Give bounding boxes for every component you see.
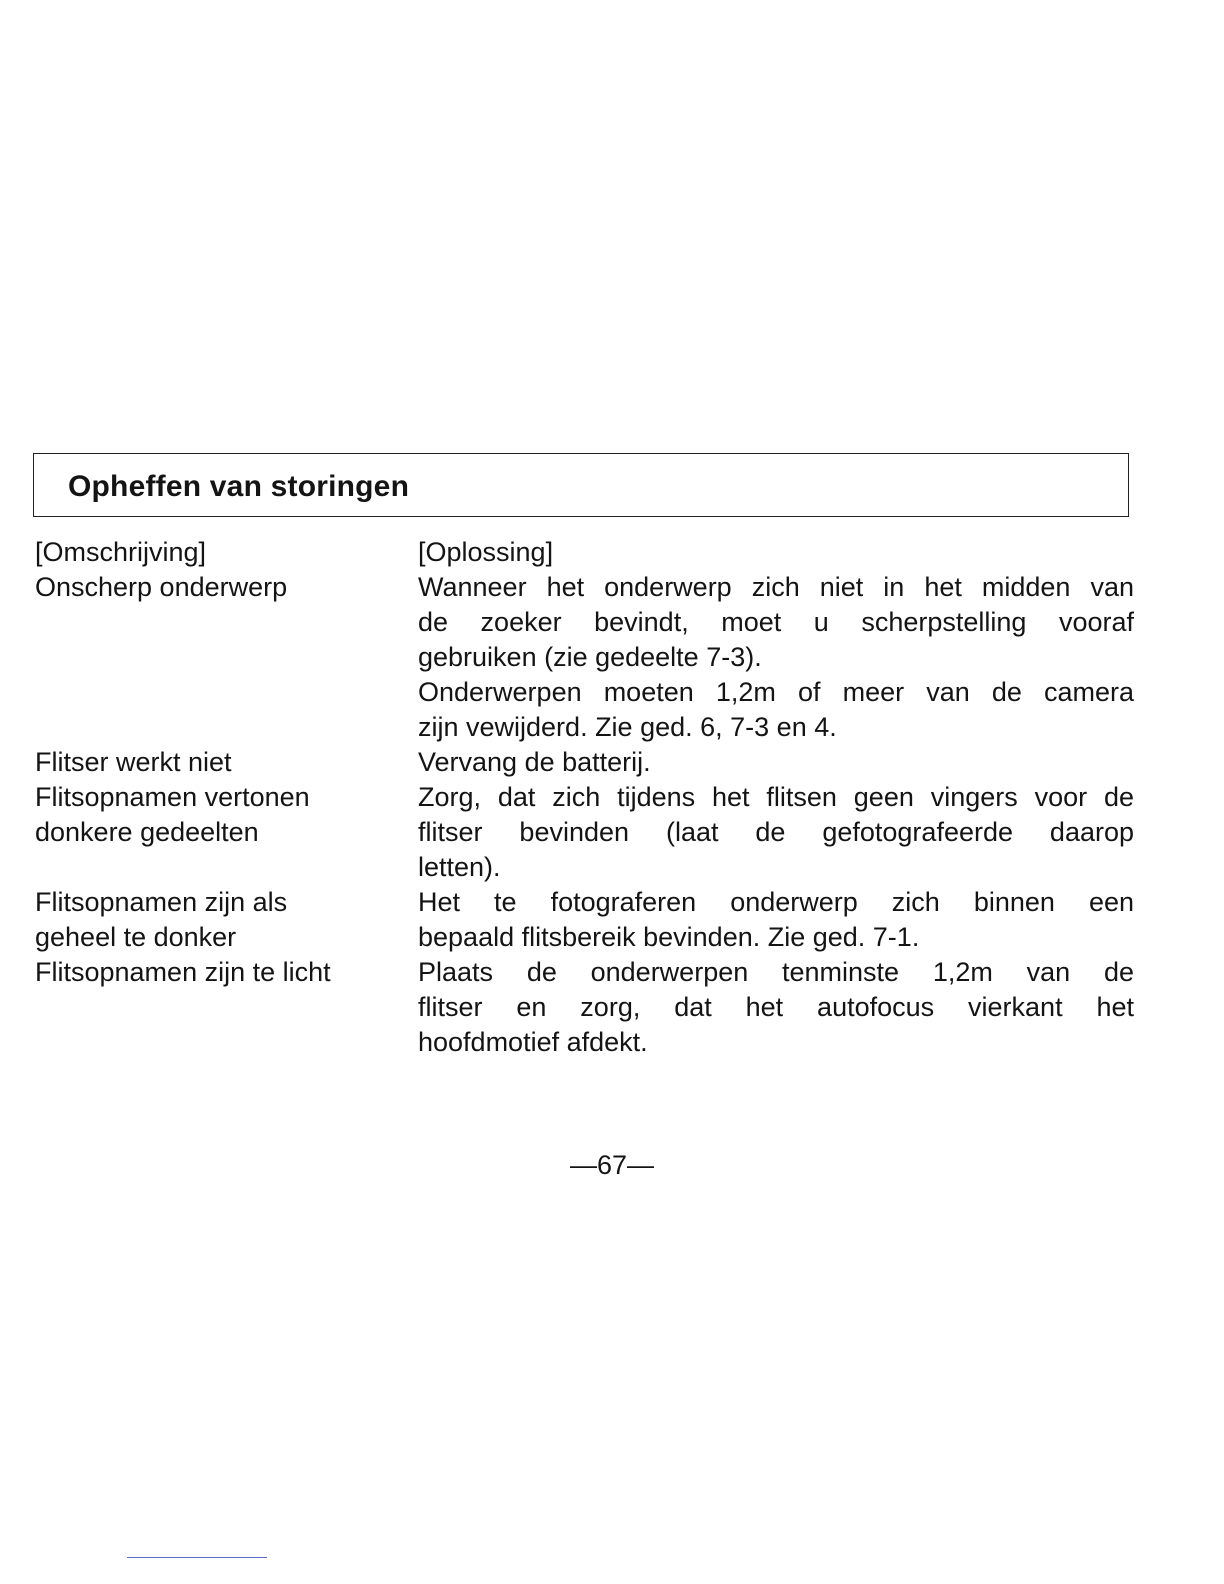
problem-te-donker-line-1: Flitsopnamen zijn als [35, 887, 288, 917]
solution-onscherp-line-2: de zoeker bevindt, moet u scherpstelling vooraf [418, 607, 1134, 637]
spacer [35, 710, 395, 745]
problem-onscherp: Onscherp onderwerp [35, 572, 288, 602]
solution-onscherp-line-1: Wanneer het onderwerp zich niet in het midden van [418, 572, 1134, 602]
solution-donkere-line-3: letten). [418, 852, 501, 882]
solution-donkere-line-1: Zorg, dat zich tijdens het flitsen geen vingers voor de [418, 782, 1134, 812]
solution-flitser-werkt-niet: Vervang de batterij. [418, 747, 651, 777]
spacer [35, 605, 395, 640]
spacer [35, 850, 395, 885]
problem-donkere-gedeelten-line-1: Flitsopnamen vertonen [35, 782, 310, 812]
solution-te-licht-line-2: flitser en zorg, dat het autofocus vierkant het [418, 992, 1134, 1022]
solution-onscherp-line-5: zijn vewijderd. Zie ged. 6, 7-3 en 4. [418, 712, 837, 742]
solution-te-licht-line-1: Plaats de onderwerpen tenminste 1,2m van de [418, 957, 1134, 987]
problem-donkere-gedeelten-line-2: donkere gedeelten [35, 817, 259, 847]
section-title-box [33, 453, 1129, 517]
spacer [35, 675, 395, 710]
solution-te-donker-line-1: Het te fotograferen onderwerp zich binnen een [418, 887, 1134, 917]
solution-te-licht-line-3: hoofdmotief afdekt. [418, 1027, 648, 1057]
solution-column [418, 535, 1134, 1060]
page-number: —67— [569, 1150, 655, 1180]
problem-te-donker-line-2: geheel te donker [35, 922, 237, 952]
column-header-description: [Omschrijving] [35, 537, 207, 567]
solution-onscherp-line-4: Onderwerpen moeten 1,2m of meer van de camera [418, 677, 1134, 707]
solution-donkere-line-2: flitser bevinden (laat de gefotografeerde daarop [418, 817, 1134, 847]
footer-divider [127, 1557, 267, 1558]
problem-te-licht: Flitsopnamen zijn te licht [35, 957, 331, 987]
problem-flitser-werkt-niet: Flitser werkt niet [35, 747, 232, 777]
description-column [35, 535, 395, 990]
solution-te-donker-line-2: bepaald flitsbereik bevinden. Zie ged. 7-1. [418, 922, 920, 952]
solution-onscherp-line-3: gebruiken (zie gedeelte 7-3). [418, 642, 762, 672]
column-header-solution: [Oplossing] [418, 537, 554, 567]
page-title: Opheffen van storingen [68, 470, 410, 503]
spacer [35, 640, 395, 675]
